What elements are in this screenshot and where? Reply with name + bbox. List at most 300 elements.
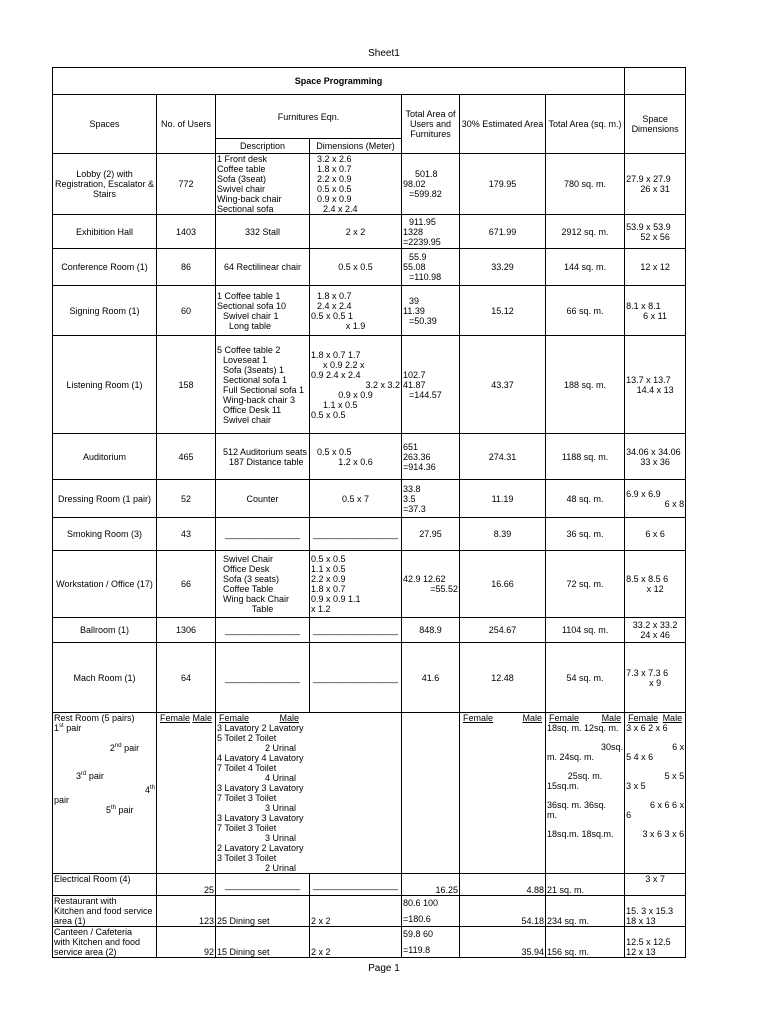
- furniture-description: _______________: [216, 874, 310, 896]
- total-area-furnitures: [402, 154, 460, 215]
- space-name: Dressing Room (1 pair): [53, 480, 157, 518]
- user-count: 158: [157, 336, 216, 434]
- dimension-line: 0.9 2.4 x 2.4: [311, 369, 361, 380]
- total-area-furnitures: 848.9: [402, 618, 460, 643]
- space-dim-line: 6 x 6 6 x: [650, 800, 685, 810]
- total-area: 21 sq. m.: [546, 874, 625, 896]
- total-area-furnitures: [402, 434, 460, 480]
- furniture-dimensions: [310, 154, 402, 215]
- dimension-line: 1.1 x 0.5: [323, 399, 358, 410]
- space-dimensions: 3 x 7: [625, 874, 686, 896]
- total-area: 1188 sq. m.: [546, 434, 625, 480]
- furniture-dimensions: [310, 336, 402, 434]
- pair-label: 2nd pair: [109, 743, 140, 753]
- female-label: Female: [549, 713, 580, 723]
- male-label: Male: [601, 713, 622, 723]
- restroom-total-area: [402, 713, 460, 874]
- fixture-line: 7 Toilet 3 Toilet: [217, 793, 277, 803]
- space-dim-line: 12 x 13: [626, 947, 656, 957]
- dimension-line: 1.8 x 0.7: [317, 290, 352, 301]
- space-programming-table: [52, 67, 686, 958]
- space-dim-line: 26 x 31: [640, 184, 670, 194]
- space-dimensions: [625, 434, 686, 480]
- user-count: 66: [157, 551, 216, 618]
- furniture-dimensions: 0.5 x 0.5: [310, 249, 402, 286]
- table-row: [53, 643, 686, 713]
- furniture-description: 25 Dining set: [216, 896, 310, 927]
- space-dim-line: 8.5 x 8.5 6: [626, 574, 669, 584]
- user-count: 60: [157, 286, 216, 336]
- total-area: 2912 sq. m.: [546, 215, 625, 249]
- fixture-line: 3 Lavatory 3 Lavatory: [217, 783, 304, 793]
- table-row: [53, 434, 686, 480]
- space-dim-line: 12.5 x 12.5: [626, 937, 671, 947]
- space-dim-line: 33 x 36: [640, 456, 670, 467]
- restroom-fixtures: [216, 713, 402, 874]
- user-count: 43: [157, 518, 216, 551]
- description-line: Office Desk: [223, 564, 270, 574]
- dimension-line: 0.9 x 0.9 1.1: [311, 594, 361, 604]
- pair-label: 5th pair: [106, 805, 134, 815]
- fixture-line: 2 Urinal: [265, 743, 297, 753]
- total-line: =2239.95: [403, 236, 441, 247]
- total-line: 98.02: [403, 179, 426, 189]
- space-dim-line: 18 x 13: [626, 916, 656, 926]
- furniture-dimensions: _________________: [310, 874, 402, 896]
- area-line: m.: [547, 810, 557, 820]
- restroom-users: [157, 713, 216, 874]
- space-dim-line: 33.2 x 33.2: [632, 620, 678, 630]
- space-dim-line: 6 x 8: [664, 498, 685, 509]
- space-dim-line: 3 x 5: [626, 781, 646, 791]
- restroom-area: [546, 713, 625, 874]
- total-line: 41.87: [403, 379, 426, 390]
- total-line: =180.6: [403, 914, 431, 924]
- fixture-line: 3 Urinal: [265, 833, 297, 843]
- total-area-furnitures: [402, 336, 460, 434]
- fixture-line: 7 Toilet 4 Toilet: [217, 763, 277, 773]
- table-row: [53, 551, 686, 618]
- furniture-description: [216, 154, 310, 215]
- table-row: [53, 286, 686, 336]
- area-line: m. 24sq. m.: [547, 752, 595, 762]
- space-name: Listening Room (1): [53, 336, 157, 434]
- furniture-dimensions: _________________: [310, 618, 402, 643]
- total-area: 66 sq. m.: [546, 286, 625, 336]
- header-total-area-furnitures: Total Area of Users and Furnitures: [402, 95, 460, 154]
- fixture-line: 5 Toilet 2 Toilet: [217, 733, 277, 743]
- space-name-line: Electrical Room (4): [54, 874, 131, 884]
- space-name: Signing Room (1): [53, 286, 157, 336]
- area-line: 18sq. m. 12sq. m.: [547, 723, 619, 733]
- furniture-description: Counter: [216, 480, 310, 518]
- dimension-line: 1.8 x 0.7 1.7: [311, 349, 361, 360]
- total-line: 55.9: [409, 252, 427, 262]
- dimension-line: 1.8 x 0.7: [311, 584, 346, 594]
- estimated-area: 33.29: [460, 249, 546, 286]
- furniture-dimensions: 2 x 2: [310, 927, 402, 958]
- space-dim-line: 3 x 6 2 x 6: [626, 723, 668, 733]
- total-area-furnitures: [402, 927, 460, 958]
- table-row: [53, 896, 686, 927]
- dimension-line: 2.2 x 0.9: [317, 174, 352, 184]
- furniture-description: _______________: [216, 618, 310, 643]
- space-dimensions: [625, 551, 686, 618]
- space-dim-line: x 12: [646, 584, 664, 594]
- furniture-dimensions: 2 x 2: [310, 215, 402, 249]
- header-estimated-area: 30% Estimated Area: [460, 95, 546, 154]
- pair-label: 3rd pair: [76, 771, 104, 781]
- user-count: 1403: [157, 215, 216, 249]
- total-area-furnitures: 27.95: [402, 518, 460, 551]
- total-area-furnitures: [402, 249, 460, 286]
- user-count: 772: [157, 154, 216, 215]
- total-line: 102.7: [403, 369, 426, 380]
- total-line: =144.57: [409, 389, 442, 400]
- space-dim-line: 15. 3 x 15.3: [626, 906, 674, 916]
- table-row: [53, 518, 686, 551]
- description-line: Sofa (3seats) 1: [223, 364, 285, 375]
- description-line: Wing back Chair: [223, 594, 290, 604]
- total-line: =110.98: [409, 272, 442, 282]
- dimension-line: 0.9 x 0.9: [317, 194, 352, 204]
- total-line: =37.3: [403, 503, 426, 514]
- space-dim-line: 5 x 5: [664, 771, 685, 781]
- furniture-dimensions: 0.5 x 7: [310, 480, 402, 518]
- space-name: [53, 874, 157, 896]
- space-dim-line: 34.06 x 34.06: [626, 446, 681, 457]
- space-name: Exhibition Hall: [53, 215, 157, 249]
- estimated-area: 15.12: [460, 286, 546, 336]
- space-name: Mach Room (1): [53, 643, 157, 713]
- sheet-name: Sheet1: [368, 48, 400, 59]
- pair-label: 1st pair: [54, 723, 82, 733]
- total-line: 1328: [403, 226, 424, 237]
- dimension-line: 0.5 x 0.5: [317, 184, 352, 194]
- furniture-dimensions: 2 x 2: [310, 896, 402, 927]
- furniture-description: 64 Rectilinear chair: [216, 249, 310, 286]
- description-line: Coffee table: [217, 164, 266, 174]
- dimension-line: 3.2 x 3.2: [365, 379, 400, 390]
- space-dimensions: [625, 286, 686, 336]
- estimated-area: 12.48: [460, 643, 546, 713]
- header-dimensions: Dimensions (Meter): [310, 139, 402, 154]
- area-line: 36sq. m. 36sq.: [547, 800, 607, 810]
- total-line: 33.8: [403, 483, 421, 494]
- estimated-area: 274.31: [460, 434, 546, 480]
- space-name: [53, 896, 157, 927]
- description-line: Coffee Table: [223, 584, 274, 594]
- fixture-line: 2 Urinal: [265, 863, 297, 873]
- space-name: Lobby (2) with Registration, Escalator & Stairs: [53, 154, 157, 215]
- table-row: [53, 927, 686, 958]
- user-count: 25: [157, 874, 216, 896]
- title-row: [53, 68, 686, 95]
- description-line: Sectional sofa: [217, 204, 274, 214]
- header-furnitures: Furnitures Eqn.: [216, 95, 402, 139]
- description-line: Table: [251, 604, 274, 614]
- total-line: 11.39: [403, 305, 425, 316]
- estimated-area: 16.66: [460, 551, 546, 618]
- furniture-description: [216, 336, 310, 434]
- description-line: Wing-back chair 3: [223, 394, 296, 405]
- dimension-line: 0.5 x 0.5 1: [311, 310, 354, 321]
- total-line: 3.5: [403, 493, 416, 504]
- dimension-line: 0.5 x 0.5: [311, 554, 346, 564]
- dimension-line: x 0.9 2.2 x: [323, 359, 365, 370]
- header-description: Description: [216, 139, 310, 154]
- space-dim-line: 27.9 x 27.9: [626, 174, 671, 184]
- total-area-furnitures: [402, 896, 460, 927]
- header-total-area: Total Area (sq. m.): [546, 95, 625, 154]
- space-dim-line: 52 x 56: [640, 231, 670, 242]
- space-name: Auditorium: [53, 434, 157, 480]
- user-count: 1306: [157, 618, 216, 643]
- total-line: 263.36: [403, 451, 431, 462]
- furniture-dimensions: _________________: [310, 518, 402, 551]
- male-label: Male: [522, 713, 542, 723]
- space-name: [53, 713, 157, 874]
- space-name-line: area (1): [54, 916, 86, 926]
- description-line: Full Sectional sofa 1: [223, 384, 305, 395]
- total-line: 501.8: [415, 169, 438, 179]
- space-dim-line: 7.3 x 7.3 6: [626, 667, 669, 678]
- total-area: 48 sq. m.: [546, 480, 625, 518]
- estimated-area: 4.88: [460, 874, 546, 896]
- user-count: 86: [157, 249, 216, 286]
- space-name-line: service area (2): [54, 947, 117, 957]
- description-line: Loveseat 1: [223, 354, 268, 365]
- total-area-furnitures: [402, 480, 460, 518]
- space-dimensions: [625, 336, 686, 434]
- space-dimensions: [625, 618, 686, 643]
- furniture-description: _______________: [216, 643, 310, 713]
- table-row: [53, 249, 686, 286]
- total-line: 39: [409, 295, 420, 306]
- furniture-description: [216, 551, 310, 618]
- user-count: 92: [157, 927, 216, 958]
- space-dim-line: 5 4 x 6: [626, 752, 654, 762]
- total-line: 80.6 100: [403, 898, 439, 908]
- table-row: [53, 154, 686, 215]
- space-dimensions: [625, 927, 686, 958]
- male-label: Male: [192, 713, 212, 723]
- dimension-line: 0.5 x 0.5: [311, 409, 346, 420]
- table-title: Space Programming: [53, 68, 625, 95]
- space-dimensions: 6 x 6: [625, 518, 686, 551]
- space-name-line: Restaurant with: [54, 896, 117, 906]
- space-name: Smoking Room (3): [53, 518, 157, 551]
- total-area-furnitures: [402, 215, 460, 249]
- female-label: Female: [463, 713, 494, 723]
- furniture-description: 332 Stall: [216, 215, 310, 249]
- dimension-line: 0.5 x 0.5: [317, 446, 352, 457]
- restroom-space-dimensions: [625, 713, 686, 874]
- header-space-dimensions: Space Dimensions: [625, 95, 686, 154]
- total-area-furnitures: [402, 286, 460, 336]
- dimension-line: 2.4 x 2.4: [323, 204, 358, 214]
- furniture-dimensions: _________________: [310, 643, 402, 713]
- estimated-area: 35.94: [460, 927, 546, 958]
- description-line: 5 Coffee table 2: [217, 344, 281, 355]
- total-area: 1104 sq. m.: [546, 618, 625, 643]
- dimension-line: 0.9 x 0.9: [338, 389, 373, 400]
- total-area: 36 sq. m.: [546, 518, 625, 551]
- description-line: Sectional sofa 1: [223, 374, 288, 385]
- dimension-line: 1.2 x 0.6: [338, 456, 373, 467]
- space-dim-line: 24 x 46: [640, 630, 670, 640]
- total-line: 42.9 12.62: [403, 574, 446, 584]
- area-line: 25sq. m.: [567, 771, 603, 781]
- dimension-line: 1.8 x 0.7: [317, 164, 352, 174]
- description-line: Swivel chair: [223, 414, 272, 425]
- fixture-line: 4 Lavatory 4 Lavatory: [217, 753, 304, 763]
- furniture-description: 15 Dining set: [216, 927, 310, 958]
- description-line: Sofa (3seat): [217, 174, 267, 184]
- total-area: 780 sq. m.: [546, 154, 625, 215]
- space-name-line: with Kitchen and food: [54, 937, 141, 947]
- table-row: [53, 618, 686, 643]
- total-area-furnitures: [402, 551, 460, 618]
- female-label: Female: [219, 713, 250, 723]
- estimated-area: 254.67: [460, 618, 546, 643]
- fixture-line: 3 Lavatory 2 Lavatory: [217, 723, 304, 733]
- space-dimensions: [625, 896, 686, 927]
- fixture-line: 2 Lavatory 2 Lavatory: [217, 843, 304, 853]
- space-name: [53, 927, 157, 958]
- dimension-line: 2.2 x 0.9: [311, 574, 346, 584]
- pair-label: 4th: [144, 785, 155, 795]
- pair-word: pair: [54, 795, 70, 805]
- total-line: 55.08: [403, 262, 426, 272]
- total-line: 59.8 60: [403, 929, 434, 939]
- description-line: Long table: [229, 320, 272, 331]
- header-spaces: Spaces: [53, 95, 157, 154]
- total-line: 651: [403, 441, 419, 452]
- space-name-line: Canteen / Cafeteria: [54, 927, 133, 937]
- total-area-furnitures: 16.25: [402, 874, 460, 896]
- description-line: 1 Coffee table 1: [217, 290, 281, 301]
- space-dimensions: [625, 215, 686, 249]
- furniture-description: [216, 434, 310, 480]
- user-count: 52: [157, 480, 216, 518]
- user-count: 465: [157, 434, 216, 480]
- dimension-line: x 1.2: [311, 604, 331, 614]
- space-dim-line: 14.4 x 13: [636, 384, 674, 395]
- furniture-description: _______________: [216, 518, 310, 551]
- total-area: 72 sq. m.: [546, 551, 625, 618]
- fixture-line: 3 Urinal: [265, 803, 297, 813]
- fixture-line: 3 Lavatory 3 Lavatory: [217, 813, 304, 823]
- restroom-estimated-area: [460, 713, 546, 874]
- area-line: 18sq.m. 18sq.m.: [547, 829, 614, 839]
- description-line: Swivel chair 1: [223, 310, 279, 321]
- dimension-line: 2.4 x 2.4: [317, 300, 352, 311]
- description-line: Swivel chair: [217, 184, 266, 194]
- dimension-line: 3.2 x 2.6: [317, 154, 352, 164]
- space-dim-line: 6 x: [672, 742, 685, 752]
- space-dimensions: [625, 480, 686, 518]
- estimated-area: 11.19: [460, 480, 546, 518]
- total-area: 234 sq. m.: [546, 896, 625, 927]
- female-label: Female: [160, 713, 191, 723]
- female-label: Female: [628, 713, 659, 723]
- table-row: [53, 480, 686, 518]
- dimension-line: x 1.9: [345, 320, 366, 331]
- total-line: 911.95: [409, 216, 436, 227]
- restroom-row: [53, 713, 686, 874]
- male-label: Male: [279, 713, 299, 723]
- header-users: No. of Users: [157, 95, 216, 154]
- space-dim-line: 3 x 6 3 x 6: [642, 829, 685, 839]
- space-name: Conference Room (1): [53, 249, 157, 286]
- space-dim-line: 6: [626, 810, 632, 820]
- furniture-dimensions: [310, 434, 402, 480]
- fixture-line: 7 Toilet 3 Toilet: [217, 823, 277, 833]
- space-dim-line: 13.7 x 13.7: [626, 374, 671, 385]
- total-area-furnitures: 41.6: [402, 643, 460, 713]
- description-line: Wing-back chair: [217, 194, 282, 204]
- total-line: =55.52: [430, 584, 458, 594]
- space-dim-line: 53.9 x 53.9: [626, 221, 671, 232]
- user-count: 64: [157, 643, 216, 713]
- fixture-line: 4 Urinal: [265, 773, 297, 783]
- page-number: Page 1: [368, 963, 400, 974]
- total-area: 54 sq. m.: [546, 643, 625, 713]
- table-row: [53, 215, 686, 249]
- space-name: Ballroom (1): [53, 618, 157, 643]
- area-line: 15sq.m.: [547, 781, 580, 791]
- space-name: Workstation / Office (17): [53, 551, 157, 618]
- description-line: 512 Auditorium seats: [223, 446, 308, 457]
- total-line: =119.8: [403, 945, 431, 955]
- total-line: =50.39: [409, 315, 437, 326]
- description-line: Sofa (3 seats): [223, 574, 280, 584]
- space-dim-line: 6 x 11: [643, 310, 667, 321]
- area-line: 30sq.: [601, 742, 624, 752]
- total-line: =599.82: [409, 189, 442, 199]
- estimated-area: 671.99: [460, 215, 546, 249]
- estimated-area: 43.37: [460, 336, 546, 434]
- description-line: Sectional sofa 10: [217, 300, 287, 311]
- space-dim-line: 8.1 x 8.1: [626, 300, 661, 311]
- total-line: =914.36: [403, 461, 436, 472]
- estimated-area: 179.95: [460, 154, 546, 215]
- estimated-area: 54.18: [460, 896, 546, 927]
- table-row: [53, 336, 686, 434]
- space-dim-line: x 9: [649, 677, 662, 688]
- description-line: 1 Front desk: [217, 154, 268, 164]
- furniture-dimensions: [310, 551, 402, 618]
- furniture-dimensions: [310, 286, 402, 336]
- header-row-1: [53, 95, 686, 139]
- space-dimensions: [625, 154, 686, 215]
- table-row: [53, 874, 686, 896]
- space-dim-line: 6.9 x 6.9: [626, 488, 661, 499]
- male-label: Male: [662, 713, 683, 723]
- space-dimensions: [625, 643, 686, 713]
- restroom-title: Rest Room (5 pairs): [54, 713, 135, 723]
- space-dimensions: 12 x 12: [625, 249, 686, 286]
- description-line: Swivel Chair: [223, 554, 274, 564]
- title-blank-cell: [625, 68, 686, 95]
- description-line: 187 Distance table: [229, 456, 304, 467]
- user-count: 123: [157, 896, 216, 927]
- dimension-line: 1.1 x 0.5: [311, 564, 346, 574]
- furniture-description: [216, 286, 310, 336]
- estimated-area: 8.39: [460, 518, 546, 551]
- space-name-line: Kitchen and food service: [54, 906, 153, 916]
